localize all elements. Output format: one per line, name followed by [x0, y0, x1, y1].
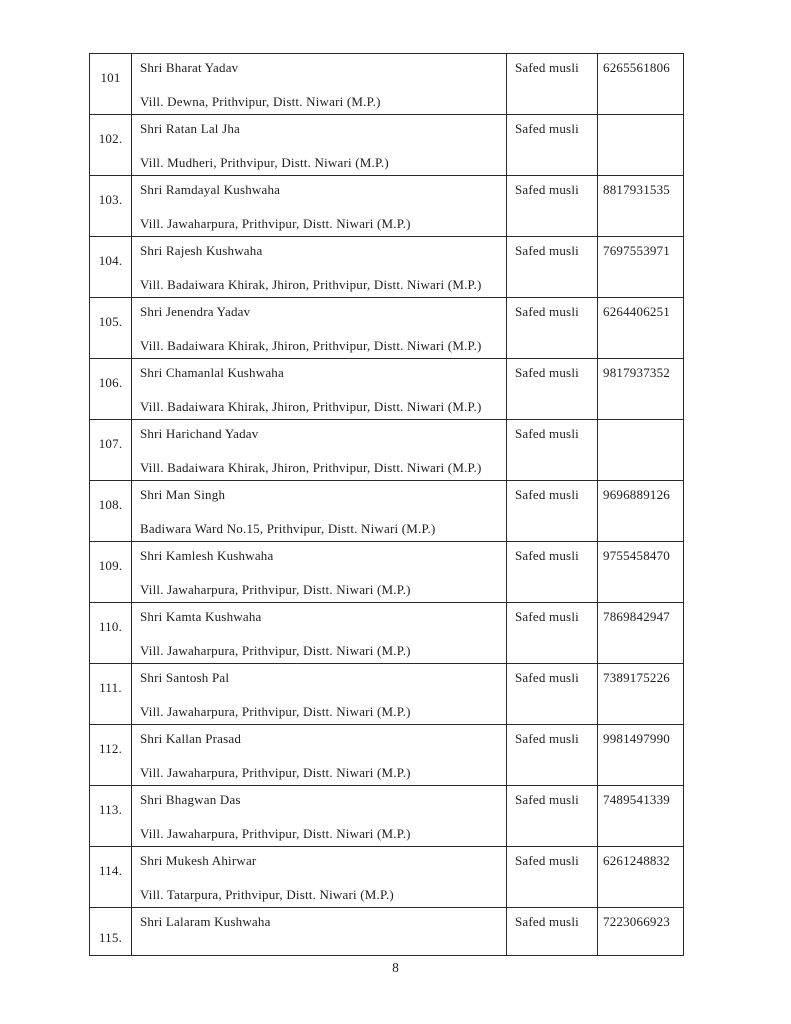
phone-number-cell: 7869842947: [603, 609, 670, 624]
table-row: [90, 786, 683, 847]
phone-number-cell: 6264406251: [603, 304, 670, 319]
phone-number-cell: 7389175226: [603, 670, 670, 685]
table-row: [90, 847, 683, 908]
table-row: [90, 115, 683, 176]
phone-number-cell: 8817931535: [603, 182, 670, 197]
table-row: [90, 542, 683, 603]
serial-number-cell: 101: [90, 54, 132, 114]
name-address-cell: [132, 481, 507, 541]
crop-cell: Safed musli: [507, 115, 598, 175]
serial-number-cell: 106.: [90, 359, 132, 419]
serial-number-cell: 108.: [90, 481, 132, 541]
name-address-cell: [132, 420, 507, 480]
crop-cell: Safed musli: [507, 786, 598, 846]
farmer-name: Shri Santosh Pal: [140, 670, 230, 685]
farmer-name: Shri Chamanlal Kushwaha: [140, 365, 284, 380]
name-address-cell: [132, 542, 507, 602]
name-address-cell: [132, 725, 507, 785]
farmer-name: Shri Kallan Prasad: [140, 731, 242, 746]
name-address-cell: [132, 603, 507, 663]
phone-number-cell: 6265561806: [603, 60, 670, 75]
name-address-cell: [132, 786, 507, 846]
farmer-name: Shri Jenendra Yadav: [140, 304, 251, 319]
farmer-name: Shri Kamta Kushwaha: [140, 609, 262, 624]
table-row: [90, 725, 683, 786]
page-number: 8: [392, 960, 399, 975]
crop-cell: Safed musli: [507, 481, 598, 541]
name-address-cell: [132, 664, 507, 724]
phone-number-cell: 7489541339: [603, 792, 670, 807]
crop-cell: Safed musli: [507, 420, 598, 480]
farmer-address: Vill. Jawaharpura, Prithvipur, Distt. Niwari (M.P.): [140, 826, 411, 841]
farmer-list-table: [89, 53, 684, 956]
table-row: [90, 176, 683, 237]
farmer-name: Shri Ratan Lal Jha: [140, 121, 240, 136]
crop-cell: Safed musli: [507, 176, 598, 236]
crop-cell: Safed musli: [507, 725, 598, 785]
farmer-name: Shri Kamlesh Kushwaha: [140, 548, 274, 563]
phone-number-cell: 9981497990: [603, 731, 670, 746]
serial-number-cell: 114.: [90, 847, 132, 907]
farmer-name: Shri Mukesh Ahirwar: [140, 853, 257, 868]
crop-cell: Safed musli: [507, 542, 598, 602]
serial-number-cell: 105.: [90, 298, 132, 358]
phone-number-cell: 9817937352: [603, 365, 670, 380]
farmer-address: Vill. Badaiwara Khirak, Jhiron, Prithvipur, Distt. Niwari (M.P.): [140, 399, 482, 414]
name-address-cell: [132, 54, 507, 114]
serial-number-cell: 103.: [90, 176, 132, 236]
crop-cell: Safed musli: [507, 908, 598, 955]
farmer-address: Vill. Mudheri, Prithvipur, Distt. Niwari (M.P.): [140, 155, 389, 170]
name-address-cell: [132, 237, 507, 297]
phone-number-cell: [598, 115, 683, 175]
serial-number-cell: 115.: [90, 908, 132, 955]
farmer-address: Vill. Badaiwara Khirak, Jhiron, Prithvipur, Distt. Niwari (M.P.): [140, 277, 482, 292]
name-address-cell: [132, 359, 507, 419]
farmer-address: Vill. Jawaharpura, Prithvipur, Distt. Niwari (M.P.): [140, 216, 411, 231]
farmer-address: Vill. Badaiwara Khirak, Jhiron, Prithvipur, Distt. Niwari (M.P.): [140, 460, 482, 475]
farmer-address: Badiwara Ward No.15, Prithvipur, Distt. Niwari (M.P.): [140, 521, 436, 536]
table-row: [90, 603, 683, 664]
name-address-cell: [132, 298, 507, 358]
farmer-name: Shri Man Singh: [140, 487, 226, 502]
serial-number-cell: 107.: [90, 420, 132, 480]
serial-number-cell: 104.: [90, 237, 132, 297]
phone-number-cell: 7697553971: [603, 243, 670, 258]
farmer-address: Vill. Jawaharpura, Prithvipur, Distt. Niwari (M.P.): [140, 765, 411, 780]
farmer-name: Shri Ramdayal Kushwaha: [140, 182, 281, 197]
phone-number-cell: 6261248832: [603, 853, 670, 868]
farmer-name: Shri Rajesh Kushwaha: [140, 243, 263, 258]
crop-cell: Safed musli: [507, 664, 598, 724]
crop-cell: Safed musli: [507, 603, 598, 663]
serial-number-cell: 102.: [90, 115, 132, 175]
name-address-cell: [132, 176, 507, 236]
serial-number-cell: 113.: [90, 786, 132, 846]
farmer-name: Shri Harichand Yadav: [140, 426, 259, 441]
crop-cell: Safed musli: [507, 237, 598, 297]
serial-number-cell: 112.: [90, 725, 132, 785]
farmer-name: Shri Lalaram Kushwaha: [140, 914, 271, 929]
table-row: [90, 54, 683, 115]
crop-cell: Safed musli: [507, 359, 598, 419]
crop-cell: Safed musli: [507, 847, 598, 907]
farmer-address: Vill. Badaiwara Khirak, Jhiron, Prithvipur, Distt. Niwari (M.P.): [140, 338, 482, 353]
table-row: [90, 481, 683, 542]
name-address-cell: [132, 847, 507, 907]
crop-cell: Safed musli: [507, 298, 598, 358]
farmer-address: Vill. Jawaharpura, Prithvipur, Distt. Niwari (M.P.): [140, 643, 411, 658]
phone-number-cell: 7223066923: [603, 914, 670, 929]
name-address-cell: [132, 115, 507, 175]
serial-number-cell: 109.: [90, 542, 132, 602]
table-row: [90, 298, 683, 359]
farmer-name: Shri Bhagwan Das: [140, 792, 241, 807]
serial-number-cell: 111.: [90, 664, 132, 724]
farmer-address: Vill. Tatarpura, Prithvipur, Distt. Niwari (M.P.): [140, 887, 394, 902]
farmer-address: Vill. Jawaharpura, Prithvipur, Distt. Niwari (M.P.): [140, 704, 411, 719]
table-row: [90, 359, 683, 420]
farmer-address: Vill. Jawaharpura, Prithvipur, Distt. Niwari (M.P.): [140, 582, 411, 597]
farmer-address: Vill. Dewna, Prithvipur, Distt. Niwari (M.P.): [140, 94, 381, 109]
serial-number-cell: 110.: [90, 603, 132, 663]
phone-number-cell: 9755458470: [603, 548, 670, 563]
table-row: [90, 237, 683, 298]
table-row: [90, 664, 683, 725]
farmer-name: Shri Bharat Yadav: [140, 60, 239, 75]
table-row: [90, 420, 683, 481]
crop-cell: Safed musli: [507, 54, 598, 114]
phone-number-cell: [598, 420, 683, 480]
phone-number-cell: 9696889126: [603, 487, 670, 502]
table-row: [90, 908, 683, 955]
name-address-cell: [132, 908, 507, 955]
